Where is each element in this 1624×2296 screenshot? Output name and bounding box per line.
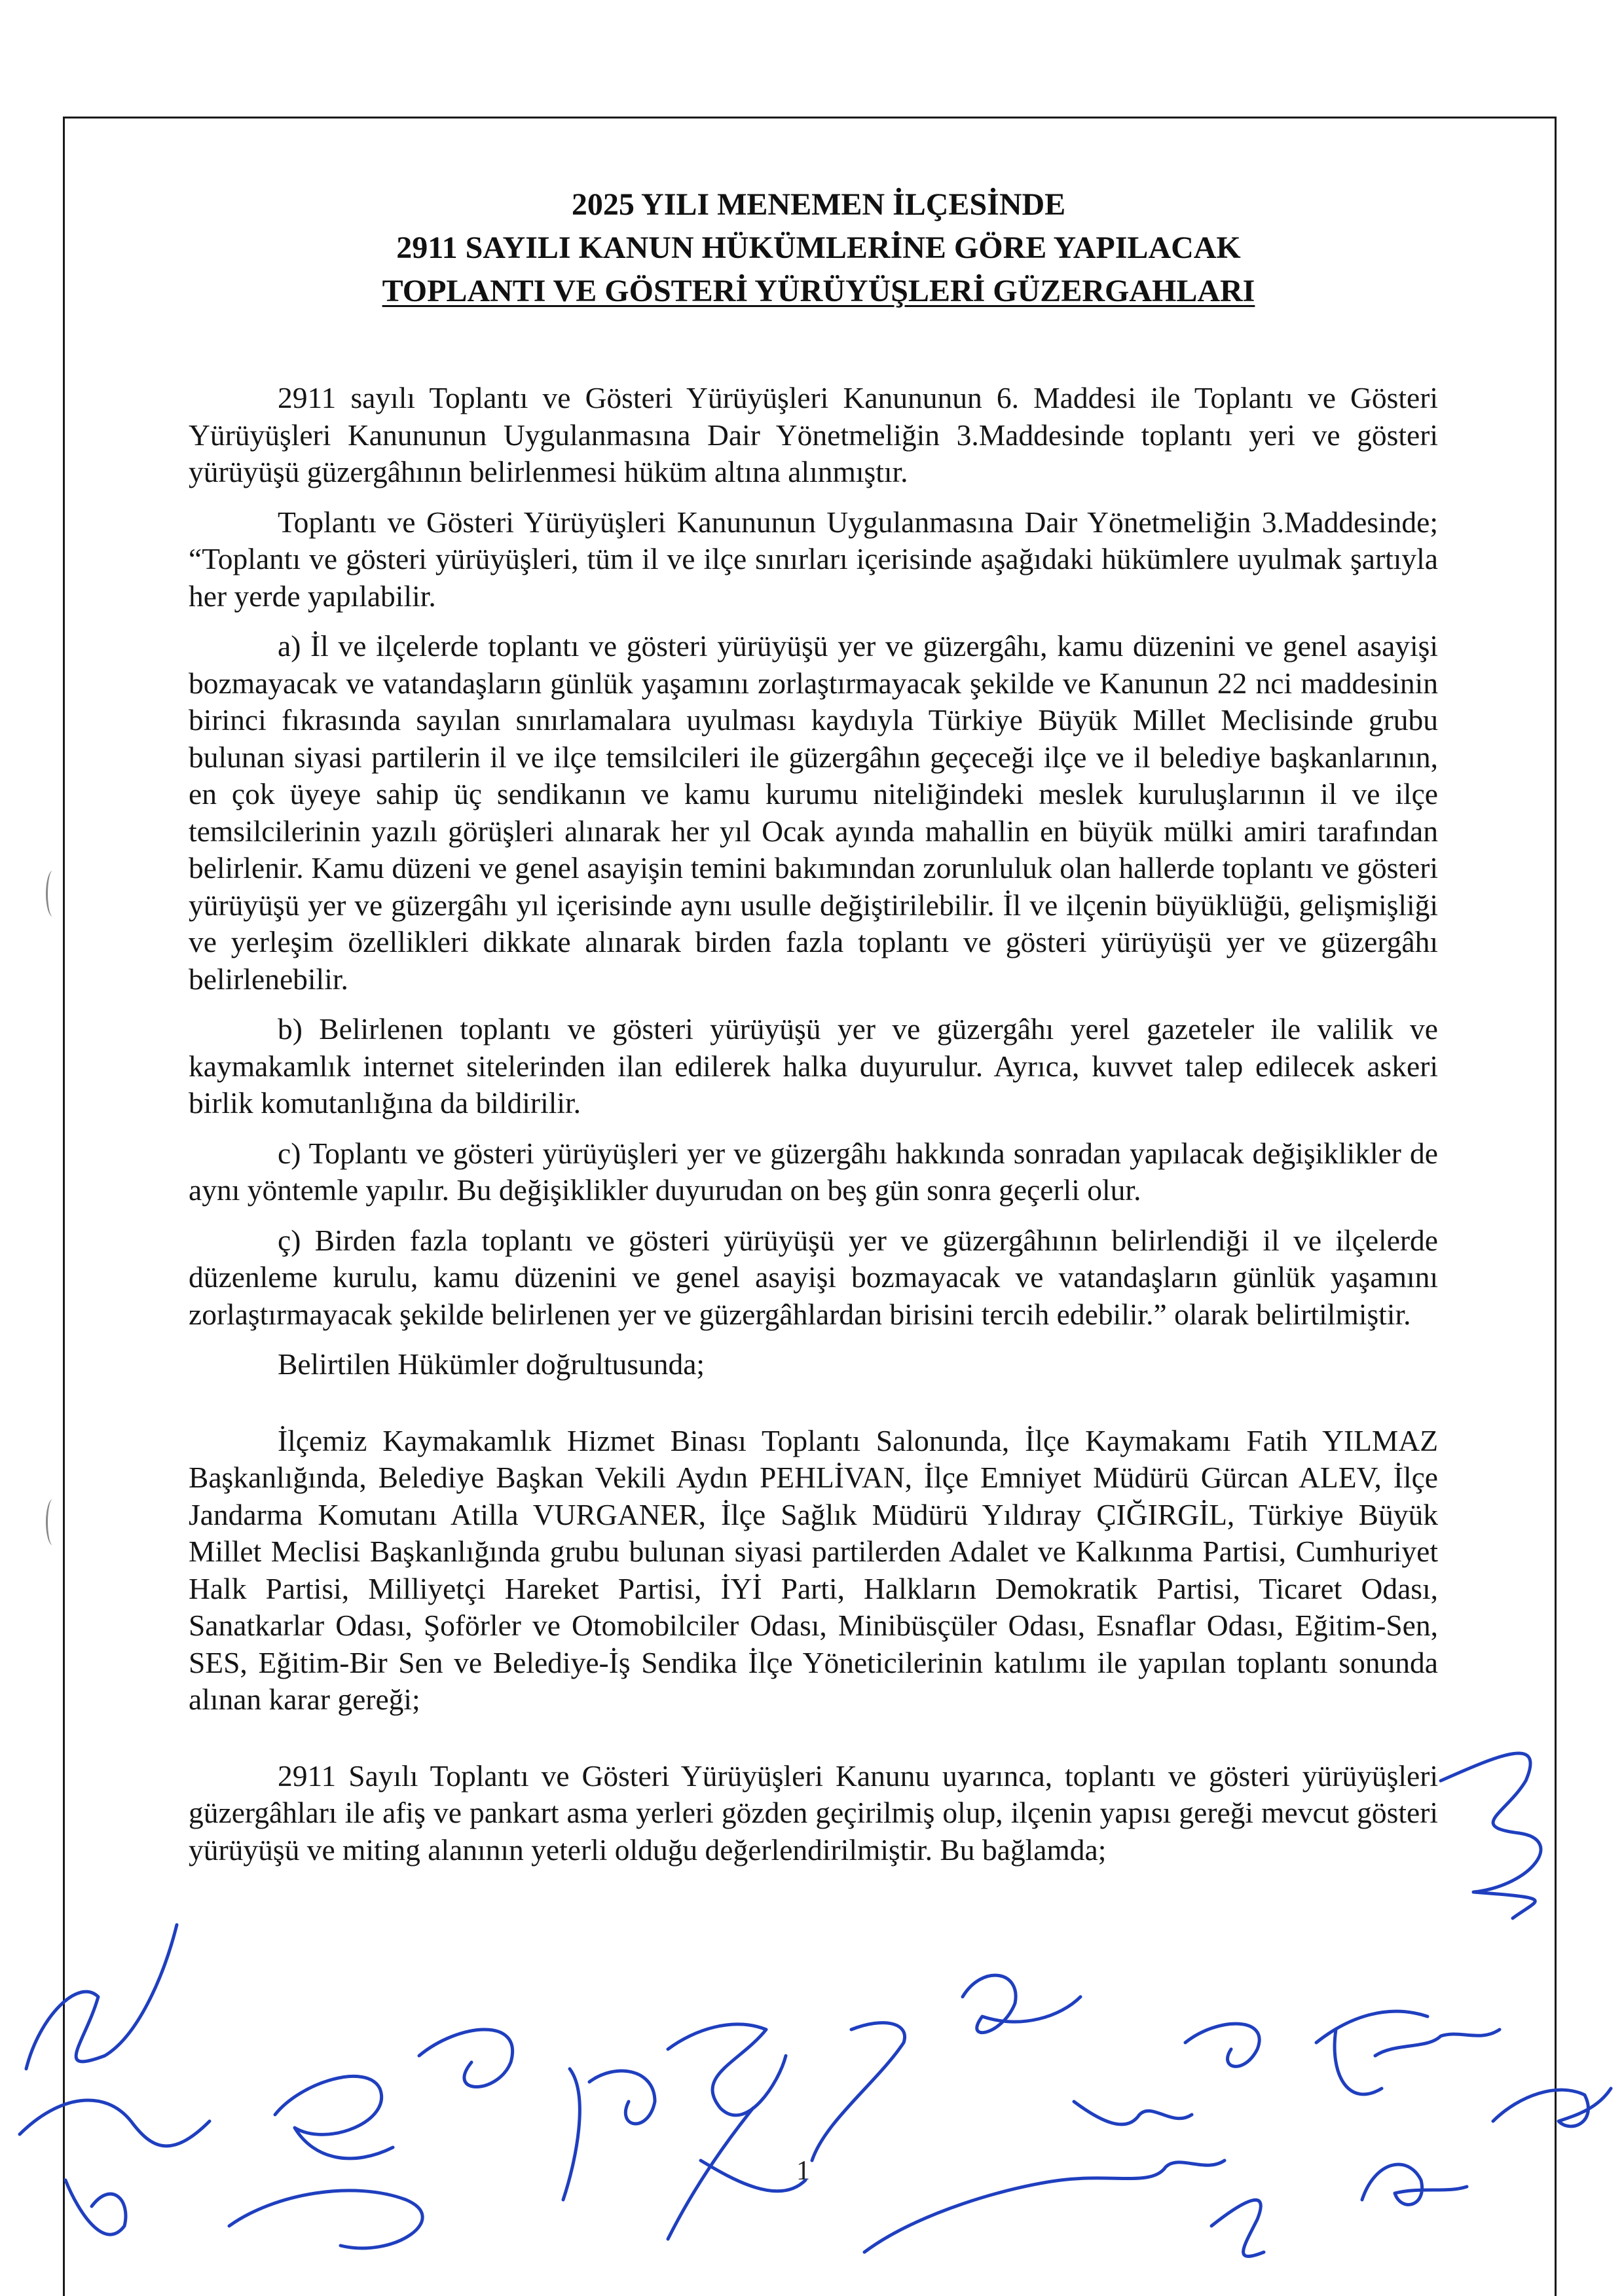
scan-mark bbox=[46, 1499, 60, 1545]
document-body bbox=[189, 380, 1438, 1868]
page-number: 1 bbox=[796, 2156, 810, 2186]
paragraph-decision: 2911 Sayılı Toplantı ve Gösteri Yürüyüşleri Kanunu uyarınca, toplantı ve gösteri yürüyüşleri güzergâhları ile afiş ve pankart asma yerleri gözden geçirilmiş olup, ilçenin yapısı gereği mevcut gösteri yürüyüşü ve miting alanının yeterli olduğu değerlendirilmiştir. Bu bağlamda; bbox=[189, 1758, 1438, 1867]
paragraph-item-a: a) İl ve ilçelerde toplantı ve gösteri yürüyüşü yer ve güzergâhı, kamu düzenini ve genel asayişi bozmayacak ve vatandaşların günlük yaşamını zorlaştırmayacak şekilde ve Kanunun 22 nci maddesinin birinci fıkrasında sayılan sınırlamalara uyulması kaydıyla Türkiye Büyük Millet Meclisinde grubu bulunan siyasi partilerin il ve ilçe temsilcileri ile güzergâhın geçeceği ilçe ve il belediye başkanlarının, en çok üyeye sahip üç sendikanın ve kamu kurumu niteliğindeki meslek kuruluşlarının il ve ilçe temsilcilerinin yazılı görüşleri alınarak her yıl Ocak ayında mahallin en büyük mülki amiri tarafından belirlenir. Kamu düzeni ve genel asayişin temini bakımından zorunluluk olan hallerde toplantı ve gösteri yürüyüşü yer ve güzergâhı yıl içerisinde aynı usulle değiştirilebilir. İl ve ilçenin büyüklüğü, gelişmişliği ve yerleşim özellikleri dikkate alınarak birden fazla toplantı ve gösteri yürüyüşü yer ve güzergâhı belirlenebilir. bbox=[189, 629, 1438, 996]
title-line-3: TOPLANTI VE GÖSTERİ YÜRÜYÜŞLERİ GÜZERGAHLARI bbox=[382, 274, 1255, 308]
paragraph-regulation: Toplantı ve Gösteri Yürüyüşleri Kanununun Uygulanmasına Dair Yönetmeliğin 3.Maddesinde; “Toplantı ve gösteri yürüyüşleri, tüm il ve ilçe sınırları içerisinde aşağıdaki hükümlere uyulmak şartıyla her yerde yapılabilir. bbox=[189, 505, 1438, 613]
paragraph-meeting: İlçemiz Kaymakamlık Hizmet Binası Toplantı Salonunda, İlçe Kaymakamı Fatih YILMAZ Başkanlığında, Belediye Başkan Vekili Aydın PEHLİVAN, İlçe Emniyet Müdürü Gürcan ALEV, İlçe Jandarma Komutanı Atilla VURGANER, İlçe Sağlık Müdürü Yıldıray ÇIĞIRGİL, Türkiye Büyük Millet Meclisi Başkanlığında grubu bulunan siyasi partilerden Adalet ve Kalkınma Partisi, Cumhuriyet Halk Partisi, Milliyetçi Hareket Partisi, İYİ Parti, Halkların Demokratik Partisi, Ticaret Odası, Sanatkarlar Odası, Şoförler ve Otomobilciler Odası, Minibüsçüler Odası, Esnaflar Odası, Eğitim-Sen, SES, Eğitim-Bir Sen ve Belediye-İş Sendika İlçe Yöneticilerinin katılımı ile yapılan toplantı sonunda alınan karar gereği; bbox=[189, 1423, 1438, 1716]
title-line-2: 2911 SAYILI KANUN HÜKÜMLERİNE GÖRE YAPILACAK bbox=[396, 230, 1241, 265]
paragraph-intro: 2911 sayılı Toplantı ve Gösteri Yürüyüşleri Kanununun 6. Maddesi ile Toplantı ve Gösteri Yürüyüşleri Kanununun Uygulanmasına Dair Yönetmeliğin 3.Maddesinde toplantı yeri ve gösteri yürüyüşü güzergâhının belirlenmesi hüküm altına alınmıştır. bbox=[189, 381, 1438, 488]
scan-mark bbox=[46, 871, 60, 917]
paragraph-item-b: b) Belirlenen toplantı ve gösteri yürüyüşü yer ve güzergâhı yerel gazeteler ile valilik ve kaymakamlık internet sitelerinden ilan edilerek halka duyurulur. Ayrıca, kuvvet talep edilecek askeri birlik komutanlığına da bildirilir. bbox=[189, 1012, 1438, 1120]
document-title bbox=[164, 183, 1473, 313]
paragraph-item-c-cedilla: ç) Birden fazla toplantı ve gösteri yürüyüşü yer ve güzergâhının belirlendiği il ve ilçelerde düzenleme kurulu, kamu düzenini ve genel asayişi bozmayacak ve vatandaşların günlük yaşamını zorlaştırmayacak şekilde belirlenen yer ve güzergâhlardan birisini tercih edebilir.” olarak belirtilmiştir. bbox=[189, 1223, 1438, 1331]
paragraph-item-c: c) Toplantı ve gösteri yürüyüşleri yer ve güzergâhı hakkında sonradan yapılacak değişiklikler de aynı yöntemle yapılır. Bu değişiklikler duyurudan on beş gün sonra geçerli olur. bbox=[189, 1136, 1438, 1207]
title-line-1: 2025 YILI MENEMEN İLÇESİNDE bbox=[571, 187, 1066, 222]
paragraph-provisions: Belirtilen Hükümler doğrultusunda; bbox=[278, 1347, 705, 1381]
